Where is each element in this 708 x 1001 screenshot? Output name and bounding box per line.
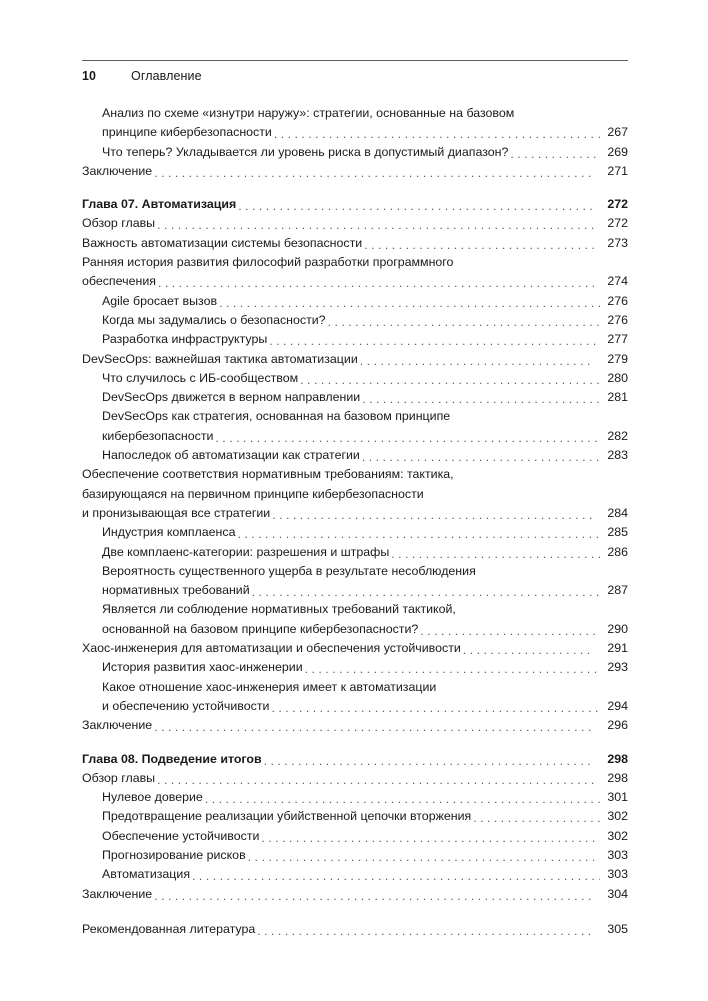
toc-leader-dots [300,375,600,388]
toc-entry-page: 280 [607,370,628,385]
toc-entry[interactable] [82,750,628,769]
toc-entry-page: 272 [607,216,628,231]
toc-entry-title: Что случилось с ИБ-сообществом [102,370,299,385]
page-title: Оглавление [131,69,202,83]
toc-leader-dots [154,168,594,181]
toc-entry-page: 304 [607,886,628,901]
toc-entry[interactable] [82,350,628,369]
toc-entry-page: 272 [607,197,628,212]
toc-entry-page: 298 [607,751,628,766]
toc-entry-page: 290 [607,621,628,636]
toc-entry-page: 281 [607,390,628,405]
toc-entry-title-last-line: и обеспечению устойчивости [102,698,270,713]
toc-entry[interactable] [82,562,628,601]
table-of-contents [82,104,628,939]
toc-entry-title-last-line: обеспечения [82,274,156,289]
toc-entry[interactable] [82,104,628,143]
toc-leader-dots [238,530,601,543]
toc-entry-page: 298 [607,770,628,785]
toc-entry[interactable] [82,885,628,904]
toc-entry-page: 282 [607,428,628,443]
toc-entry-page: 301 [607,790,628,805]
toc-entry[interactable] [82,865,628,884]
toc-entry-title: Глава 07. Автоматизация [82,197,237,212]
toc-leader-dots [158,279,594,292]
toc-entry[interactable] [82,465,628,523]
toc-leader-dots [157,775,594,788]
toc-entry-title: Важность автоматизации системы безопасности [82,235,363,250]
toc-entry-page: 276 [607,312,628,327]
toc-leader-dots [274,130,600,143]
toc-entry-title: Обеспечение соответствия нормативным требованиям: тактика, базирующаяся на первичном принципе кибербезопасности и пронизывающая все стратегии . . . 284 [82,465,628,523]
toc-leader-dots [257,926,594,939]
toc-entry-title-last-line: основанной на базовом принципе кибербезопасности? [102,621,419,636]
toc-entry[interactable] [82,369,628,388]
running-head [82,69,628,87]
toc-entry-title: Заключение [82,718,153,733]
toc-entry-page: 294 [607,698,628,713]
toc-entry-title: Является ли соблюдение нормативных требований тактикой, основанной на базовом принципе кибербезопасности? . . . 290 [102,600,628,639]
toc-leader-dots [248,852,600,865]
toc-entry[interactable] [82,846,628,865]
toc-entry-title: Что теперь? Укладывается ли уровень риска в допустимый диапазон? [102,144,509,159]
toc-entry-page: 271 [607,163,628,178]
toc-leader-dots [362,452,600,465]
toc-entry-title: Обзор главы [82,770,156,785]
toc-entry-page: 302 [607,828,628,843]
toc-entry[interactable] [82,807,628,826]
toc-entry-title: Обзор главы [82,216,156,231]
toc-entry-title: Предотвращение реализации убийственной цепочки вторжения [102,809,472,824]
toc-entry-title: Когда мы задумались о безопасности? [102,312,326,327]
toc-entry-page: 267 [607,125,628,140]
toc-leader-dots [261,833,600,846]
toc-entry-title-last-line: кибербезопасности [102,428,214,443]
toc-leader-dots [252,587,600,600]
toc-entry-title: DevSecOps как стратегия, основанная на базовом принципе кибербезопасности . . . 282 [102,407,628,446]
toc-entry[interactable] [82,543,628,562]
toc-leader-dots [272,510,594,523]
toc-entry-title: Глава 08. Подведение итогов [82,751,262,766]
toc-entry-title: Agile бросает вызов [102,293,218,308]
toc-leader-dots [473,814,600,827]
toc-entry-title: Прогнозирование рисков [102,847,246,862]
toc-entry-title: Индустрия комплаенса [102,525,236,540]
toc-entry-title: Анализ по схеме «изнутри наружу»: стратегии, основанные на базовом принципе кибербезопасности . . . 267 [102,104,628,143]
toc-entry[interactable] [82,388,628,407]
toc-leader-dots [154,891,594,904]
toc-entry-title: Две комплаенс-категории: разрешения и штрафы [102,544,390,559]
toc-entry-page: 283 [607,448,628,463]
toc-entry-page: 273 [607,235,628,250]
toc-entry-page: 303 [607,847,628,862]
toc-entry-title: Заключение [82,886,153,901]
toc-entry-title: Заключение [82,163,153,178]
toc-entry[interactable] [82,678,628,717]
toc-entry[interactable] [82,446,628,465]
toc-leader-dots [362,394,600,407]
toc-entry[interactable] [82,162,628,181]
toc-entry-page: 279 [607,351,628,366]
toc-leader-dots [264,756,594,769]
page-folio: 10 [82,69,97,83]
toc-entry[interactable] [82,234,628,253]
toc-entry[interactable] [82,788,628,807]
toc-entry-page: 284 [607,505,628,520]
toc-entry[interactable] [82,658,628,677]
toc-entry-page: 285 [607,525,628,540]
toc-entry-page: 274 [607,274,628,289]
toc-leader-dots [391,549,600,562]
toc-entry-title: DevSecOps движется в верном направлении [102,390,361,405]
toc-leader-dots [360,356,594,369]
toc-entry-page: 305 [607,921,628,936]
toc-entry[interactable] [82,407,628,446]
toc-entry-page: 296 [607,718,628,733]
toc-leader-dots [219,298,600,311]
toc-entry-page: 287 [607,583,628,598]
toc-entry-page: 269 [607,144,628,159]
toc-entry-page: 276 [607,293,628,308]
toc-entry-title: Нулевое доверие [102,790,203,805]
toc-entry-page: 293 [607,660,628,675]
toc-leader-dots [510,149,600,162]
toc-entry-title: История развития хаос-инженерии [102,660,303,675]
toc-entry[interactable] [82,920,628,939]
toc-entry[interactable] [82,600,628,639]
toc-entry[interactable] [82,292,628,311]
toc-leader-dots [271,703,600,716]
toc-leader-dots [157,221,594,234]
toc-entry-title: Рекомендованная литература [82,921,256,936]
toc-leader-dots [364,240,594,253]
toc-entry[interactable] [82,195,628,214]
toc-leader-dots [238,201,594,214]
toc-entry-title: Какое отношение хаос-инженерия имеет к автоматизации и обеспечению устойчивости . . . 294 [102,678,628,717]
toc-entry[interactable] [82,769,628,788]
toc-entry[interactable] [82,827,628,846]
toc-entry-title-last-line: и пронизывающая все стратегии [82,505,271,520]
toc-entry-title: Напоследок об автоматизации как стратегии [102,448,360,463]
toc-entry-title-last-line: нормативных требований [102,583,250,598]
toc-entry-title: DevSecOps: важнейшая тактика автоматизации [82,351,358,366]
toc-leader-dots [420,626,600,639]
toc-entry[interactable] [82,311,628,330]
toc-leader-dots [154,723,594,736]
toc-leader-dots [269,337,600,350]
toc-entry-title: Обеспечение устойчивости [102,828,260,843]
toc-entry-title: Разработка инфраструктуры [102,332,268,347]
toc-entry-page: 277 [607,332,628,347]
toc-leader-dots [328,317,600,330]
toc-entry-title: Хаос-инженерия для автоматизации и обеспечения устойчивости [82,641,461,656]
toc-entry[interactable] [82,253,628,292]
toc-entry[interactable] [82,214,628,233]
toc-entry[interactable] [82,716,628,735]
toc-entry-page: 303 [607,867,628,882]
toc-entry[interactable] [82,523,628,542]
toc-entry[interactable] [82,639,628,658]
toc-entry-title: Ранняя история развития философий разработки программного обеспечения . . . 274 [82,253,628,292]
toc-entry[interactable] [82,143,628,162]
toc-leader-dots [463,645,594,658]
toc-leader-dots [305,665,600,678]
toc-leader-dots [192,872,600,885]
toc-leader-dots [215,433,600,446]
toc-entry[interactable] [82,330,628,349]
toc-leader-dots [205,794,600,807]
toc-entry-title-last-line: принципе кибербезопасности [102,125,272,140]
toc-entry-page: 291 [607,641,628,656]
toc-entry-title: Автоматизация [102,867,191,882]
header-rule [82,60,628,61]
toc-entry-page: 286 [607,544,628,559]
toc-entry-title: Вероятность существенного ущерба в результате несоблюдения нормативных требований . . . 287 [102,562,628,601]
toc-entry-page: 302 [607,809,628,824]
